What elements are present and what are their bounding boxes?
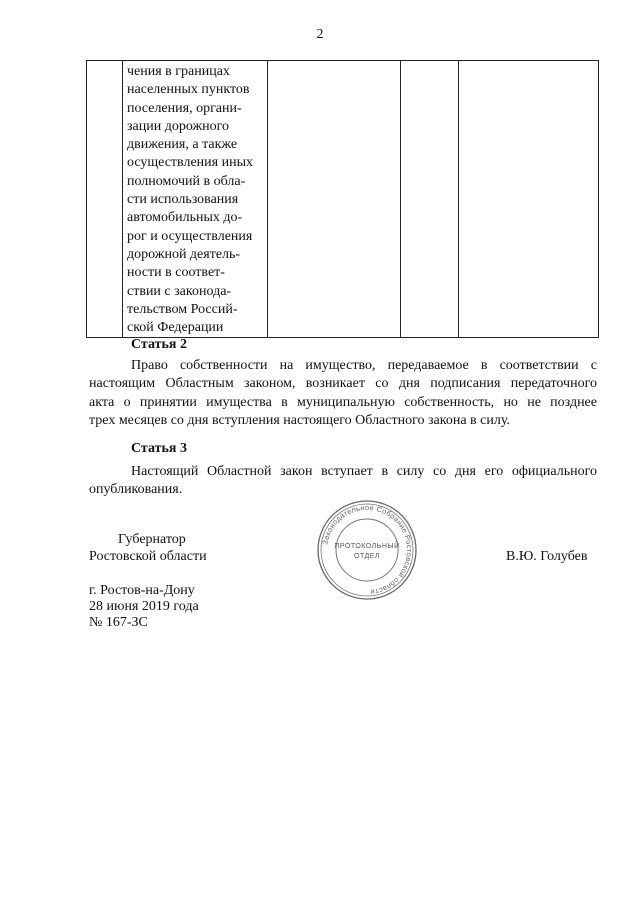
article-2-text <box>89 357 597 431</box>
table-cell-line: ствии с законода- <box>127 283 232 299</box>
article-3-text <box>89 463 597 500</box>
paragraph-line: Настоящий Областной закон вступает в силу со дня его официального <box>131 464 597 479</box>
paragraph-line: опубликования. <box>89 482 183 498</box>
table-cell-line: ской Федерации <box>127 320 224 336</box>
table-cell-line: сти использования <box>127 192 239 208</box>
table-cell-line: зации дорожного <box>127 118 230 134</box>
table-cell-line: автомобильных до- <box>127 210 243 226</box>
signer-title-line2: Ростовской области <box>89 549 207 564</box>
paragraph-line: акта о принятии имущества в муниципальную собственность, но не позднее <box>89 394 597 410</box>
table-cell-line: поселения, органи- <box>127 100 242 116</box>
table-cell-line: чения в границах <box>127 64 230 79</box>
continued-table <box>86 60 599 338</box>
article-3-heading: Статья 3 <box>131 441 187 456</box>
article-2-heading: Статья 2 <box>131 337 187 352</box>
signer-name: В.Ю. Голубев <box>506 549 588 564</box>
table-cell-empty <box>459 61 599 338</box>
law-number: № 167-ЗС <box>89 615 148 630</box>
stamp-seal-icon <box>316 499 418 601</box>
paragraph-line: настоящим Областным законом, возникает со дня подписания передаточного <box>89 376 597 392</box>
signing-place: г. Ростов-на-Дону <box>89 583 195 598</box>
table-cell-line: рог и осуществления <box>127 228 253 244</box>
stamp-center-line1: ПРОТОКОЛЬНЫЙ <box>334 543 400 550</box>
official-stamp <box>316 499 418 601</box>
table-cell-empty <box>87 61 123 338</box>
paragraph-line: Право собственности на имущество, передаваемое в соответствии с <box>131 358 597 373</box>
table-cell-lines <box>123 61 267 337</box>
table-cell-line: движения, а также <box>127 137 238 153</box>
table-cell-line: осуществления иных <box>127 155 253 171</box>
table-cell-line: дорожной деятель- <box>127 246 241 262</box>
signer-title-line1: Губернатор <box>118 532 186 547</box>
table-cell-empty <box>401 61 459 338</box>
table-row <box>87 61 599 338</box>
table-cell-text <box>123 61 268 338</box>
paragraph-line: трех месяцев со дня вступления настоящего Областного закона в силу. <box>89 413 510 429</box>
table-cell-empty <box>268 61 401 338</box>
table-cell-line: населенных пунктов <box>127 82 250 98</box>
table-cell-line: тельством Россий- <box>127 301 238 317</box>
table-cell-line: полномочий в обла- <box>127 173 246 189</box>
stamp-center-line2: ОТДЕЛ <box>354 553 380 560</box>
page-number: 2 <box>316 27 324 42</box>
table-cell-line: ности в соответ- <box>127 265 225 281</box>
signing-date: 28 июня 2019 года <box>89 599 199 614</box>
svg-text:Законодательное Собрание Росто: Законодательное Собрание Ростовской области <box>320 502 415 597</box>
